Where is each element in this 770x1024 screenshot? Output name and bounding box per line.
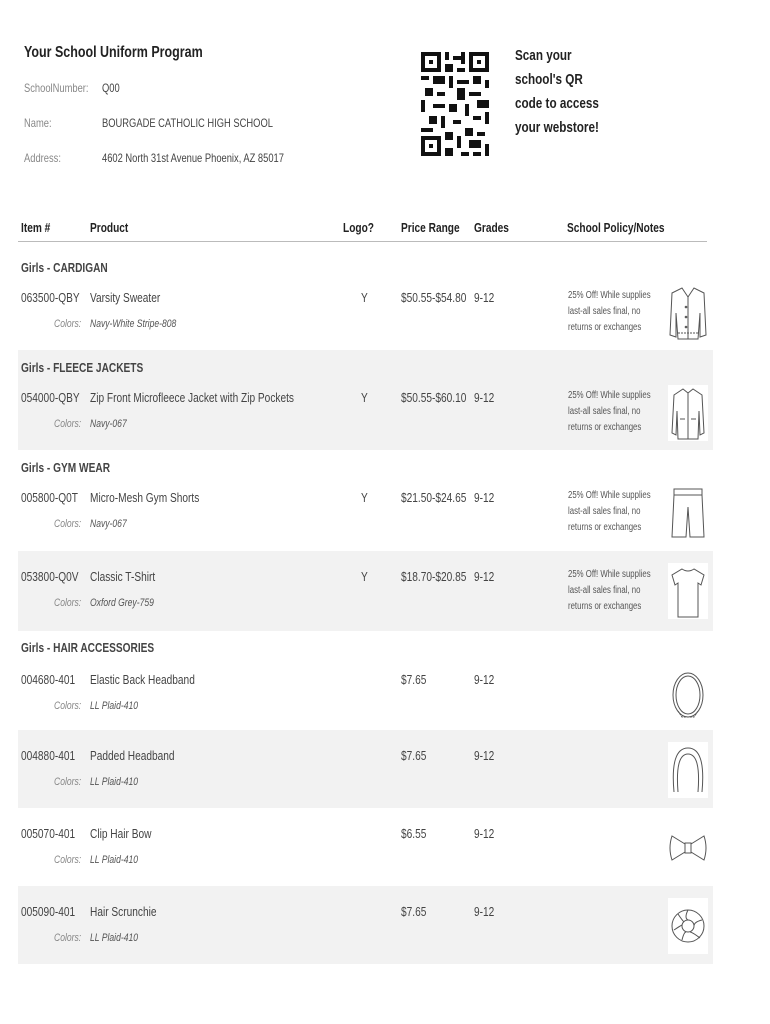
colors-label: Colors: <box>54 700 82 712</box>
section-hair-accessories <box>18 632 713 964</box>
policy-notes: 25% Off! While supplies last-all sales final, no returns or exchanges <box>568 569 651 612</box>
col-logo: Logo? <box>343 220 374 235</box>
table-row[interactable] <box>18 551 713 631</box>
product-name: Elastic Back Headband <box>90 672 195 687</box>
colors-label: Colors: <box>54 776 82 788</box>
colors-label: Colors: <box>54 854 82 866</box>
table-row[interactable] <box>18 285 713 345</box>
colors-label: Colors: <box>54 932 82 944</box>
category-heading: Girls - FLEECE JACKETS <box>21 360 144 375</box>
item-number: 005800-Q0T <box>21 490 78 505</box>
section-cardigan <box>18 250 713 350</box>
price-range: $21.50-$24.65 <box>401 490 467 505</box>
price-range: $6.55 <box>401 826 427 841</box>
grades: 9-12 <box>474 826 495 841</box>
col-price: Price Range <box>401 220 460 235</box>
product-name: Hair Scrunchie <box>90 904 157 919</box>
policy-notes: 25% Off! While supplies last-all sales final, no returns or exchanges <box>568 490 651 533</box>
colors-value: Navy-067 <box>90 418 127 430</box>
colors-value: Navy-067 <box>90 518 127 530</box>
cardigan-icon <box>668 285 708 341</box>
policy-notes: 25% Off! While supplies last-all sales final, no returns or exchanges <box>568 390 651 433</box>
address-label: Address: <box>24 151 61 165</box>
colors-value: Navy-White Stripe-808 <box>90 318 177 330</box>
grades: 9-12 <box>474 569 495 584</box>
item-number: 005070-401 <box>21 826 76 841</box>
section-gym-wear <box>18 450 713 612</box>
page-title: Your School Uniform Program <box>24 44 203 61</box>
section-fleece-jackets <box>18 350 713 450</box>
shorts-icon <box>668 485 708 541</box>
logo-flag: Y <box>361 390 368 405</box>
hair-bow-icon <box>668 820 708 876</box>
col-grades: Grades <box>474 220 509 235</box>
item-number: 054000-QBY <box>21 390 80 405</box>
table-row[interactable] <box>18 485 713 545</box>
price-range: $18.70-$20.85 <box>401 569 467 584</box>
colors-value: Oxford Grey-759 <box>90 597 154 609</box>
item-number: 004880-401 <box>21 748 76 763</box>
product-name: Varsity Sweater <box>90 290 161 305</box>
table-row[interactable] <box>18 808 713 886</box>
product-name: Zip Front Microfleece Jacket with Zip Pockets <box>90 390 294 405</box>
address-value: 4602 North 31st Avenue Phoenix, AZ 85017 <box>102 151 284 165</box>
col-item: Item # <box>21 220 51 235</box>
product-name: Micro-Mesh Gym Shorts <box>90 490 200 505</box>
logo-flag: Y <box>361 569 368 584</box>
price-range: $7.65 <box>401 672 427 687</box>
colors-label: Colors: <box>54 318 82 330</box>
grades: 9-12 <box>474 748 495 763</box>
school-number-value: Q00 <box>102 81 120 95</box>
headband-icon <box>668 667 708 723</box>
colors-label: Colors: <box>54 518 82 530</box>
grades: 9-12 <box>474 390 495 405</box>
item-number: 005090-401 <box>21 904 76 919</box>
category-heading: Girls - HAIR ACCESSORIES <box>21 640 155 655</box>
colors-value: LL Plaid-410 <box>90 932 139 944</box>
price-range: $50.55-$54.80 <box>401 290 467 305</box>
grades: 9-12 <box>474 672 495 687</box>
grades: 9-12 <box>474 904 495 919</box>
padded-headband-icon <box>668 742 708 798</box>
product-name: Classic T-Shirt <box>90 569 156 584</box>
colors-label: Colors: <box>54 418 82 430</box>
qr-code-icon[interactable] <box>421 52 489 156</box>
table-row[interactable] <box>18 664 713 730</box>
colors-value: LL Plaid-410 <box>90 854 139 866</box>
logo-flag: Y <box>361 490 368 505</box>
col-notes: School Policy/Notes <box>567 220 665 235</box>
logo-flag: Y <box>361 290 368 305</box>
school-number-label: SchoolNumber: <box>24 81 89 95</box>
policy-notes: 25% Off! While supplies last-all sales final, no returns or exchanges <box>568 290 651 333</box>
colors-label: Colors: <box>54 597 82 609</box>
product-name: Padded Headband <box>90 748 175 763</box>
grades: 9-12 <box>474 290 495 305</box>
col-product: Product <box>90 220 129 235</box>
tshirt-icon <box>668 563 708 619</box>
item-number: 004680-401 <box>21 672 76 687</box>
table-row[interactable] <box>18 886 713 964</box>
category-heading: Girls - CARDIGAN <box>21 260 108 275</box>
product-name: Clip Hair Bow <box>90 826 152 841</box>
jacket-icon <box>668 385 708 441</box>
school-name-value: BOURGADE CATHOLIC HIGH SCHOOL <box>102 116 273 130</box>
price-range: $7.65 <box>401 904 427 919</box>
colors-value: LL Plaid-410 <box>90 776 139 788</box>
qr-instructions: Scan your school's QR code to access your webstore! <box>515 47 599 136</box>
item-number: 053800-Q0V <box>21 569 79 584</box>
table-row[interactable] <box>18 730 713 808</box>
table-row[interactable] <box>18 385 713 445</box>
scrunchie-icon <box>668 898 708 954</box>
grades: 9-12 <box>474 490 495 505</box>
category-heading: Girls - GYM WEAR <box>21 460 111 475</box>
colors-value: LL Plaid-410 <box>90 700 139 712</box>
price-range: $7.65 <box>401 748 427 763</box>
item-number: 063500-QBY <box>21 290 80 305</box>
header-divider <box>18 241 707 242</box>
name-label: Name: <box>24 116 52 130</box>
price-range: $50.55-$60.10 <box>401 390 467 405</box>
